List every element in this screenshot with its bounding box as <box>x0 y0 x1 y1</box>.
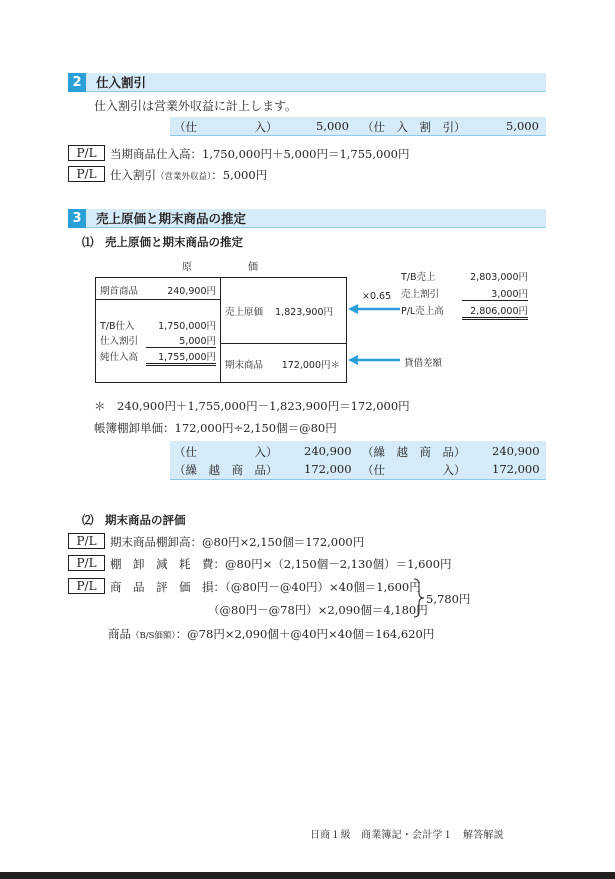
subsection-1-title: ⑴ 売上原価と期末商品の推定 <box>82 235 243 249</box>
credit-amount: 240,900 <box>492 444 540 458</box>
net-purchases-label: 純仕入高 <box>100 352 139 363</box>
bs-inventory-label: 商品 <box>108 627 131 641</box>
opening-inventory-value: 240,900円 <box>167 286 216 297</box>
section-title: 売上原価と期末商品の推定 <box>96 211 247 226</box>
purchases-line: 当期商品仕入高：1,750,000円＋5,000円＝1,755,000円 <box>110 147 410 161</box>
tb-sales-label: T/B売上 <box>401 272 436 283</box>
cost-ratio: ×0.65 <box>362 291 392 302</box>
section-2-header <box>68 73 546 92</box>
sales-discount-label: 売上割引 <box>401 289 440 300</box>
section-number: 3 <box>68 209 86 228</box>
ending-inventory-value: 172,000円＊ <box>281 360 340 371</box>
ending-inventory-label: 期末商品 <box>225 360 264 371</box>
section-title: 仕入割引 <box>96 75 147 90</box>
discount-line-value: ：5,000円 <box>211 168 268 182</box>
arrows-graphic <box>346 300 401 370</box>
arrow-left-icon <box>348 304 400 314</box>
debit-account: （仕 入） <box>174 445 278 459</box>
pl-tag: P/L <box>68 166 105 182</box>
opening-inventory-label: 期首商品 <box>100 286 139 297</box>
t-account-bottom-border <box>95 382 347 383</box>
pl-tag: P/L <box>68 145 105 161</box>
section-number: 2 <box>68 73 86 92</box>
pl-sales-label: P/L売上高 <box>401 306 444 317</box>
debit-amount: 172,000 <box>304 462 352 476</box>
credit-account: （仕 入） <box>362 463 466 477</box>
tb-purchases-value: 1,750,000円 <box>158 321 216 332</box>
debit-amount: 240,900 <box>304 444 352 458</box>
credit-account: （繰 越 商 品） <box>362 445 466 459</box>
bs-inventory-value: ：@78円×2,090個＋@40円×40個＝164,620円 <box>175 627 435 641</box>
discount-line-note: （営業外収益） <box>156 172 212 182</box>
debit-account: （仕 入） <box>174 120 278 134</box>
section-2-description: 仕入割引は営業外収益に計上します。 <box>94 99 298 113</box>
debit-amount: 5,000 <box>316 119 349 133</box>
purchase-discount-label: 仕入割引 <box>100 336 139 347</box>
pl-tag: P/L <box>68 555 105 571</box>
subsection-2-title: ⑵ 期末商品の評価 <box>82 513 186 527</box>
debit-account: （繰 越 商 品） <box>174 463 278 477</box>
credit-amount: 172,000 <box>492 462 540 476</box>
shrinkage-loss-calc: 棚 卸 減 耗 費：@80円×（2,150個－2,130個）＝1,600円 <box>110 557 452 571</box>
cost-of-sales-label: 売上原価 <box>225 307 264 318</box>
arrow-left-icon <box>348 355 400 365</box>
ending-inventory-calc: 期末商品棚卸高：@80円×2,150個＝172,000円 <box>110 535 365 549</box>
t-account-left-border <box>95 277 96 383</box>
valuation-loss-calc-1: 商 品 評 価 損：（@80円－@40円）×40個＝1,600円 <box>110 580 421 594</box>
valuation-loss-total: 5,780円 <box>426 592 471 606</box>
tb-purchases-label: T/B仕入 <box>100 321 135 332</box>
credit-amount: 5,000 <box>506 119 539 133</box>
sales-discount-value: 3,000円 <box>462 286 528 301</box>
journal-entries-closing <box>170 441 546 480</box>
bs-inventory-note: （B/S価額） <box>131 631 176 641</box>
net-purchases-value: 1,755,000円 <box>146 349 216 366</box>
journal-entry-discount <box>170 117 546 136</box>
purchase-discount-value: 5,000円 <box>146 333 216 348</box>
t-account-left-divider <box>95 299 221 300</box>
page-footer: 日商１級 商業簿記・会計学１ 解答解説 <box>310 830 504 841</box>
t-account-center-line <box>220 277 221 383</box>
section-3-header <box>68 209 546 228</box>
bottom-border <box>0 872 615 879</box>
discount-line-label: 仕入割引 <box>110 168 156 182</box>
valuation-loss-calc-2: （@80円－@78円）×2,090個＝4,180円 <box>208 603 428 617</box>
t-account-header-right: 価 <box>248 262 258 273</box>
ending-inventory-note: ＊ 240,900円＋1,755,000円－1,823,900円＝172,000円 <box>94 399 410 413</box>
pl-tag: P/L <box>68 578 105 594</box>
pl-tag: P/L <box>68 533 105 549</box>
right-brace-icon <box>412 578 426 618</box>
t-account-right-divider <box>220 343 347 344</box>
tb-sales-value: 2,803,000円 <box>470 272 528 283</box>
bs-inventory-line <box>108 626 434 642</box>
t-account-top-border <box>95 277 347 278</box>
t-account-header-left: 原 <box>182 262 192 273</box>
credit-account: （仕 入 割 引） <box>362 120 466 134</box>
discount-line <box>110 167 267 183</box>
pl-sales-value: 2,806,000円 <box>462 303 528 320</box>
cost-of-sales-value: 1,823,900円 <box>275 307 333 318</box>
unit-cost-line: 帳簿棚卸単価：172,000円÷2,150個＝@80円 <box>94 421 337 435</box>
balancing-figure-label: 貸借差額 <box>404 358 443 369</box>
